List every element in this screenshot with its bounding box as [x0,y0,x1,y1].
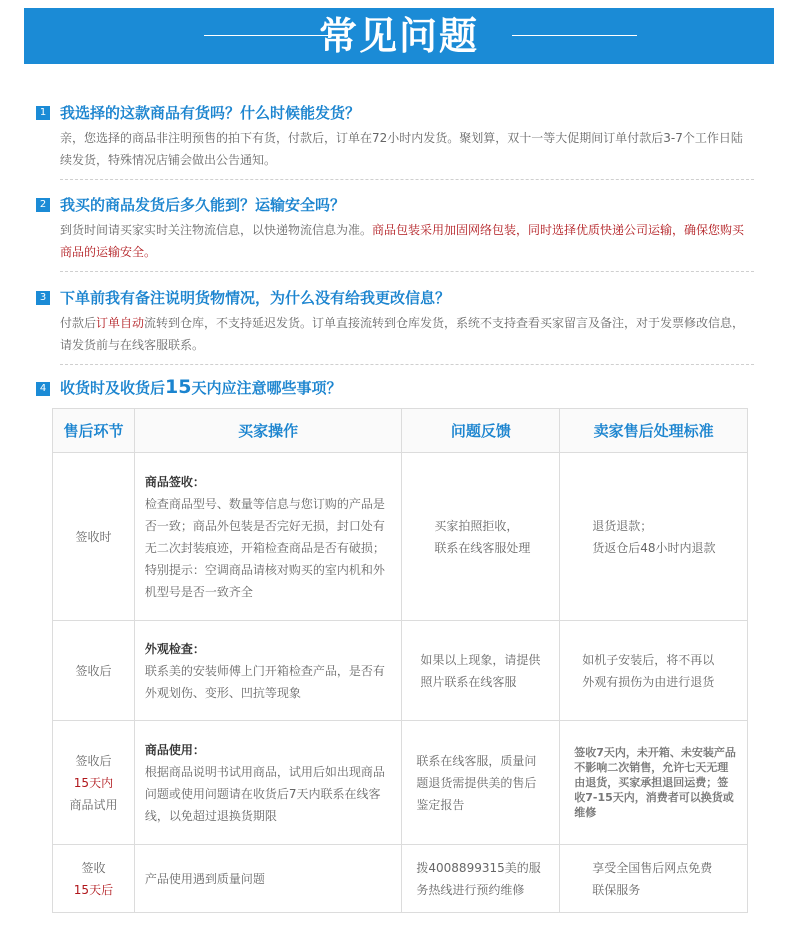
table-header-feedback: 问题反馈 [402,409,560,453]
action-title: 商品签收： [144,474,205,489]
stage-highlight: 15天后 [73,882,114,897]
feedback-cell [402,721,560,845]
faq-answer-text: 付款后 [60,316,97,330]
table-row [53,845,748,913]
standard-cell [560,845,748,913]
stage-text: 签收时 [75,529,112,544]
faq-item-4 [36,376,754,404]
faq-number: 4 [36,382,50,396]
faq-question: 我买的商品发货后多久能到？运输安全吗？ [60,196,346,214]
faq-answer [60,219,754,263]
page-title: 常见问题 [318,14,479,58]
action-text: 根据商品说明书试用商品，试用后如出现商品问题或使用问题请在收货后7天内联系在线客线，以免超过退换货期限 [144,764,385,823]
action-text: 产品使用遇到质量问题 [144,871,265,886]
feedback-text: 联系在线客服处理 [434,540,531,555]
faq-number: 2 [36,198,50,212]
faq-item-1 [36,103,754,183]
action-title: 外观检查： [144,641,205,656]
faq-divider [60,271,754,272]
buyer-action-cell [134,453,402,621]
standard-text: 联保服务 [592,882,641,897]
faq-question [60,377,341,398]
faq-answer: 亲，您选择的商品非注明预售的拍下有货，付款后，订单在72小时内发货。聚划算，双十一等大促期间订单付款后3-7个工作日陆续发货，特殊情况店铺会做出公告通知。 [60,131,743,167]
action-text: 检查商品型号、数量等信息与您订购的产品是否一致；商品外包装是否完好无损，封口处有无二次封装痕迹，开箱检查商品是否有破损； [144,496,385,555]
banner-divider-right [512,35,637,36]
buyer-action-cell [134,845,402,913]
feedback-text: 买家拍照拒收， [434,518,519,533]
stage-text: 签收后 [75,663,112,678]
standard-cell [560,721,748,845]
faq-question: 下单前我有备注说明货物情况，为什么没有给我更改信息？ [60,289,451,307]
standard-cell [560,621,748,721]
standard-text: 外观有损伤为由进行退货 [582,674,715,689]
faq-divider [60,364,754,365]
action-text: 特别提示：空调商品请核对购买的室内机和外机型号是否一致齐全 [144,562,385,599]
faq-divider [60,179,754,180]
stage-text: 商品试用 [69,797,118,812]
table-row [53,721,748,845]
feedback-text: 联系在线客服，质量问 [416,753,537,768]
faq-answer-highlight: 商品包装采用加固网络包装，同时选择优质快递公司运输，确保您购买商品的运输安全。 [60,223,745,259]
stage-cell [53,621,135,721]
buyer-action-cell [134,721,402,845]
table-header-row [53,409,748,453]
faq-answer-text: 到货时间请买家实时关注物流信息，以快递物流信息为准。 [60,223,373,237]
standard-text: 签收7天内，未开箱、未安装产品不影响二次销售，允许七天无理由退货，买家承担退回运费；签收7-15天内，消费者可以换货或维修 [574,746,736,819]
buyer-action-cell [134,621,402,721]
feedback-text: 拨4008899315美的服 [416,860,541,875]
standard-text: 货返仓后48小时内退款 [592,540,716,555]
feedback-text: 照片联系在线客服 [420,674,517,689]
faq-item-3 [36,288,754,368]
feedback-cell [402,845,560,913]
table-row [53,621,748,721]
table-row [53,453,748,621]
standard-text: 退货退款； [592,518,653,533]
faq-item-2 [36,195,754,275]
faq-answer-highlight: 订单自动 [96,316,145,330]
header-banner [24,8,774,64]
feedback-text: 如果以上现象，请提供 [420,652,541,667]
faq-question-text: 天内应注意哪些事项？ [191,379,342,397]
feedback-cell [402,453,560,621]
stage-cell [53,845,135,913]
faq-answer [60,312,754,356]
stage-text: 签收后 [75,753,112,768]
stage-cell [53,453,135,621]
after-sales-table [52,408,748,913]
faq-question: 我选择的这款商品有货吗？什么时候能发货？ [60,104,361,122]
stage-text: 签收 [81,860,106,875]
standard-text: 享受全国售后网点免费 [592,860,713,875]
stage-highlight: 15天内 [73,775,114,790]
faq-question-text: 收货时及收货后 [60,379,166,397]
faq-question-number: 15 [165,376,192,398]
standard-cell [560,453,748,621]
feedback-text: 鉴定报告 [416,797,465,812]
table-header-buyer-action: 买家操作 [134,409,402,453]
table-header-stage: 售后环节 [53,409,135,453]
faq-number: 3 [36,291,50,305]
feedback-text: 题退货需提供美的售后 [416,775,537,790]
standard-text: 如机子安装后，将不再以 [582,652,715,667]
stage-cell [53,721,135,845]
faq-number: 1 [36,106,50,120]
feedback-cell [402,621,560,721]
table-header-seller-standard: 卖家售后处理标准 [560,409,748,453]
action-title: 商品使用： [144,742,205,757]
feedback-text: 务热线进行预约维修 [416,882,525,897]
faq-answer-text: 流转到仓库，不支持延迟发货。订单直接流转到仓库发货，系统不支持查看买家留言及备注，对于发票修改信息，请发货前与在线客服联系。 [60,316,745,352]
action-text: 联系美的安装师傅上门开箱检查产品，是否有外观划伤、变形、凹抗等现象 [144,663,385,700]
